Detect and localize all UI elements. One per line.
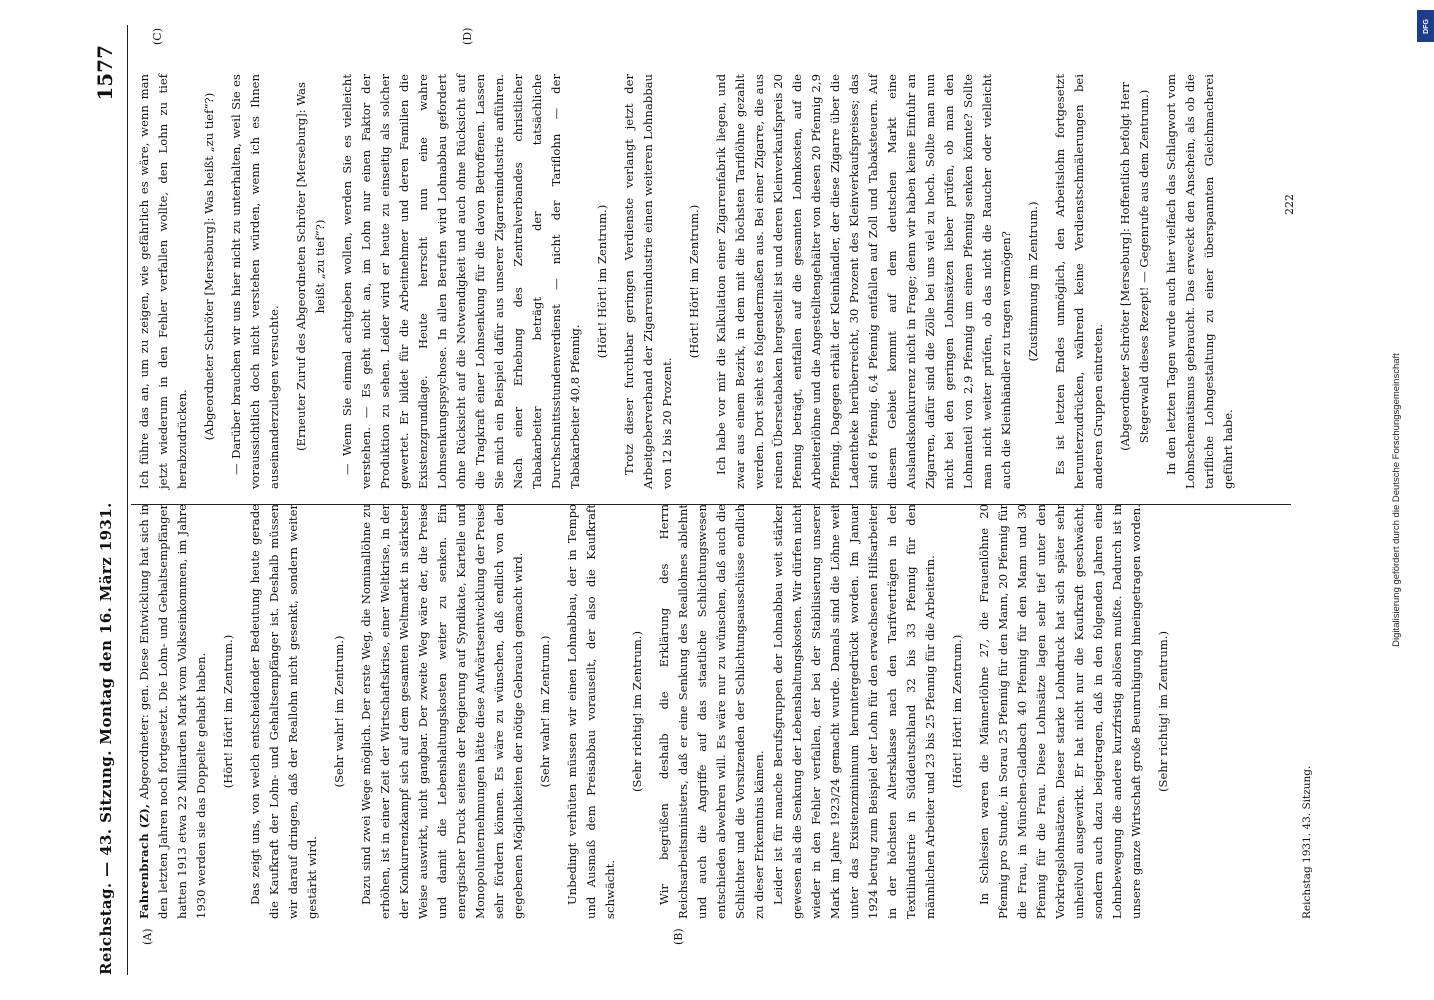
margin-marker-c: (C) xyxy=(151,28,164,45)
interjection: (Sehr richtig! im Zentrum.) xyxy=(1156,631,1170,793)
paragraph: — Wenn Sie einmal achtgeben wollen, werden Sie es vielleicht verstehen. — Es geht nicht an, im Lohn nur einen Faktor der Produktion zu sehen. Leider wird er heute zu einseitig als solcher gewertet. Er bildet für die Arbeitnehmer und deren Familien die Existenzgrundlage. Heute herrscht nun eine wahre Lohnsenkungspsychose. In allen Berufen wird Lohnabbau gefordert ohne Rücksicht auf die Notwendigkeit und auch ohne Rücksicht auf die Tragkraft einer Lohnsenkung für die davon Betroffenen. Lassen Sie mich ein Beispiel dafür aus unserer Zigarrenindustrie anführen. Nach einer Erhebung des Zentralverbandes christlicher Tabakarbeiter beträgt der tatsächliche Durchschnittsstundenverdienst — nicht der Tariflohn — der Tabakarbeiter 40,8 Pfennig. xyxy=(340,74,582,489)
interjection: (Abgeordneter Schröter [Merseburg]: Hoffentlich befolgt Herr Stegerwald dieses Rezept! — Gegenrufe aus dem Zentrum.) xyxy=(1118,82,1151,451)
left-column xyxy=(135,504,1181,919)
page-number: 1577 xyxy=(93,45,117,101)
paragraph: In Schlesien waren die Männerlöhne 27, die Frauenlöhne 20 Pfennig pro Stunde, in Sorau 25 Pfennig für den Mann, 20 Pfennig für die Frau, in München-Gladbach 40 Pfennig für den Mann und 30 Pfennig für die Frau. Diese Lohnsätze lagen sehr tief unter den Vorkriegslohnsätzen. Dieser starke Lohndruck hat sich später sehr unheilvoll ausgewirkt. Er hat nicht nur die Kaufkraft geschwächt, sondern auch dazu beigetragen, daß in den folgenden Jahren eine Lohnbewegung die andere kurzfristig ablösen mußte. Dadurch ist in unsere ganze Wirtschaft große Beunruhigung hineingetragen worden. xyxy=(977,504,1143,919)
paragraph: Unbedingt verhüten müssen wir einen Lohnabbau, der in Tempo und Ausmaß dem Preisabbau vorauseilt, der also die Kaufkraft schwächt. xyxy=(565,504,617,919)
interjection: (Hört! Hört! im Zentrum.) xyxy=(687,204,701,359)
interjection: (Hört! Hört! im Zentrum.) xyxy=(950,634,964,789)
paragraph xyxy=(135,504,211,919)
interjection: (Abgeordneter Schröter [Merseburg]: Was heißt „zu tief“?) xyxy=(202,92,216,441)
page-footer: Reichstag 1931. 43. Sitzung. xyxy=(1301,765,1313,919)
document-page xyxy=(87,25,1347,975)
paragraph-text: gen. Diese Entwicklung hat sich in den letzten Jahren noch fortgesetzt. Die Lohn- und Gehaltsempfänger hatten 1913 etwa 22 Milliarden Mark vom Volkseinkommen, im Jahre 1930 werden sie das Doppelte gehabt haben. xyxy=(137,504,208,919)
paragraph: Es ist letzten Endes unmöglich, den Arbeitslohn fortgesetzt herunterzudrücken, während keine Verdienstschmälerungen bei anderen Gruppen eintreten. xyxy=(1053,74,1105,489)
paragraph: Leider ist für manche Berufsgruppen der Lohnabbau weit stärker gewesen als die Senkung der Lebenshaltungskosten. Wir dürfen nicht wieder in den Fehler verfallen, der bei der Stabilisierung unserer Mark im Jahre 1923/24 gemacht wurde. Damals sind die Löhne weit unter das Existenzminimum heruntergedrückt worden. Im Januar 1924 betrug zum Beispiel der Lohn für den erwachsenen Hilfsarbeiter in der höchsten Altersklasse nach den Tarifverträgen in der Textilindustrie in Süddeutschland 32 bis 33 Pfennig für den männlichen Arbeiter und 23 bis 25 Pfennig für die Arbeiterin. xyxy=(771,504,937,919)
margin-marker-d: (D) xyxy=(461,27,474,45)
paragraph: In den letzten Tagen wurde auch hier vielfach das Schlagwort vom Lohnschematismus gebraucht. Das erweckt den Anschein, als ob die tarifliche Lohngestaltung zu einer überspannten Gleichmacherei geführt habe. xyxy=(1164,74,1235,489)
interjection: (Zustimmung im Zentrum.) xyxy=(1026,201,1040,362)
paragraph: — Darüber brauchen wir uns hier nicht zu unterhalten, weil Sie es voraussichtlich doch nicht verstehen würden, wenn ich es Ihnen auseinanderzulegen versuchte. xyxy=(229,74,281,489)
paragraph: Dazu sind zwei Wege möglich. Der erste Weg, die Nominallöhne zu erhöhen, ist in einer Zeit der Wirtschaftskrise, einer Weltkrise, in der der Konkurrenzkampf sich auf dem gesamten Weltmarkt in stärkster Weise auswirkt, nicht gangbar. Der zweite Weg wäre der, die Preise und damit die Lebenshaltungskosten weiter zu senken. Ein energischer Druck seitens der Regierung auf Syndikate, Kartelle und Monopolunternehmungen hätte diese Aufwärtsentwicklung der Preise sehr fördern können. Es wäre zu wünschen, daß endlich von den gegebenen Möglichkeiten der nötige Gebrauch gemacht wird. xyxy=(359,504,525,919)
dfg-logo xyxy=(1417,10,1434,42)
margin-marker-a: (A) xyxy=(141,928,154,945)
right-column xyxy=(135,74,1238,489)
margin-marker-b: (B) xyxy=(672,928,685,945)
paragraph: Das zeigt uns, von welch entscheidender Bedeutung heute gerade die Kaufkraft der Lohn- und Gehaltsempfänger ist. Deshalb müssen wir darauf dringen, daß der Reallohn nicht gesenkt, sondern weiter gestärkt wird. xyxy=(248,504,319,919)
speaker-name: Fahrenbrach (Z), xyxy=(137,803,151,919)
sheet-number: 222 xyxy=(1283,194,1296,215)
paragraph: Ich führe das an, um zu zeigen, wie gefährlich es wäre, wenn man jetzt wiederum in den Fehler verfallen wollte, den Lohn zu tief herabzudrücken. xyxy=(137,74,189,489)
paragraph: Ich habe vor mir die Kalkulation einer Zigarrenfabrik liegen, und zwar aus einem Bezirk, in dem mit die höchsten Tariflöhne gezahlt werden. Dort sieht es folgendermaßen aus. Bei einer Zigarre, die aus reinen Übersetabaken hergestellt ist und deren Kleinverkaufspreis 20 Pfennig beträgt, entfallen auf die gesamten Lohnkosten, auf die Arbeiterlöhne und die Angestelltengehälter von diesen 20 Pfennig 2,9 Pfennig. Dagegen erhält der Kleinhändler, der diese Zigarre über die Ladentheke herüberreicht, 30 Prozent des Kleinverkaufspreises; das sind 6 Pfennig. 6,4 Pfennig entfallen auf Zoll und Tabaksteuern. Auf diesem Gebiet kommt auf dem deutschen Markt eine Auslandskonkurrenz nicht in Frage; denn wir haben keine Einfuhr an Zigarren, dafür sind die Zölle bei uns viel zu hoch. Sollte man nun nicht bei den geringen Lohnsätzen lieber prüfen, ob man den Lohnanteil von 2,9 Pfennig um einen Pfennig senken könnte? Sollte man nicht weiter prüfen, ob das nicht die Raucher oder vielleicht auch die Kleinhändler zu tragen vermögen? xyxy=(714,74,1013,489)
interjection: (Hört! Hört! im Zentrum.) xyxy=(595,204,609,359)
interjection: (Hört! Hört! im Zentrum.) xyxy=(221,634,235,789)
running-head: Reichstag. — 43. Sitzung. Montag den 16. März 1931. xyxy=(97,502,115,975)
digitization-note: Digitalisierung gefördert durch die Deutsche Forschungsgemeinschaft xyxy=(1391,353,1402,647)
paragraph: Trotz dieser furchtbar geringen Verdienste verlangt jetzt der Arbeitgeberverband der Zigarrenindustrie einen weiteren Lohnabbau von 12 bis 20 Prozent. xyxy=(622,74,674,489)
interjection: (Sehr wahr! im Zentrum.) xyxy=(332,635,346,788)
interjection: (Sehr wahr! im Zentrum.) xyxy=(538,635,552,788)
interjection: (Erneuter Zuruf des Abgeordneten Schröter [Merseburg]: Was heißt „zu tief“?) xyxy=(294,81,327,452)
column-divider xyxy=(131,504,1291,505)
interjection: (Sehr richtig! im Zentrum.) xyxy=(630,631,644,793)
dfg-logo-text: DFG xyxy=(1422,18,1430,34)
speaker-role: Abgeordneter: xyxy=(137,714,151,804)
page-header xyxy=(87,25,128,975)
paragraph: Wir begrüßen deshalb die Erklärung des Herrn Reichsarbeitsministers, daß er eine Senkung des Reallohnes ablehnt und auch die Angriffe auf das staatliche Schlichtungswesen entschieden abwehren will. Es wäre nur zu wünschen, daß auch die Schlichter und die Vorsitzenden der Schlichtungsausschüsse endlich zu dieser Erkenntnis kämen. xyxy=(657,504,766,919)
